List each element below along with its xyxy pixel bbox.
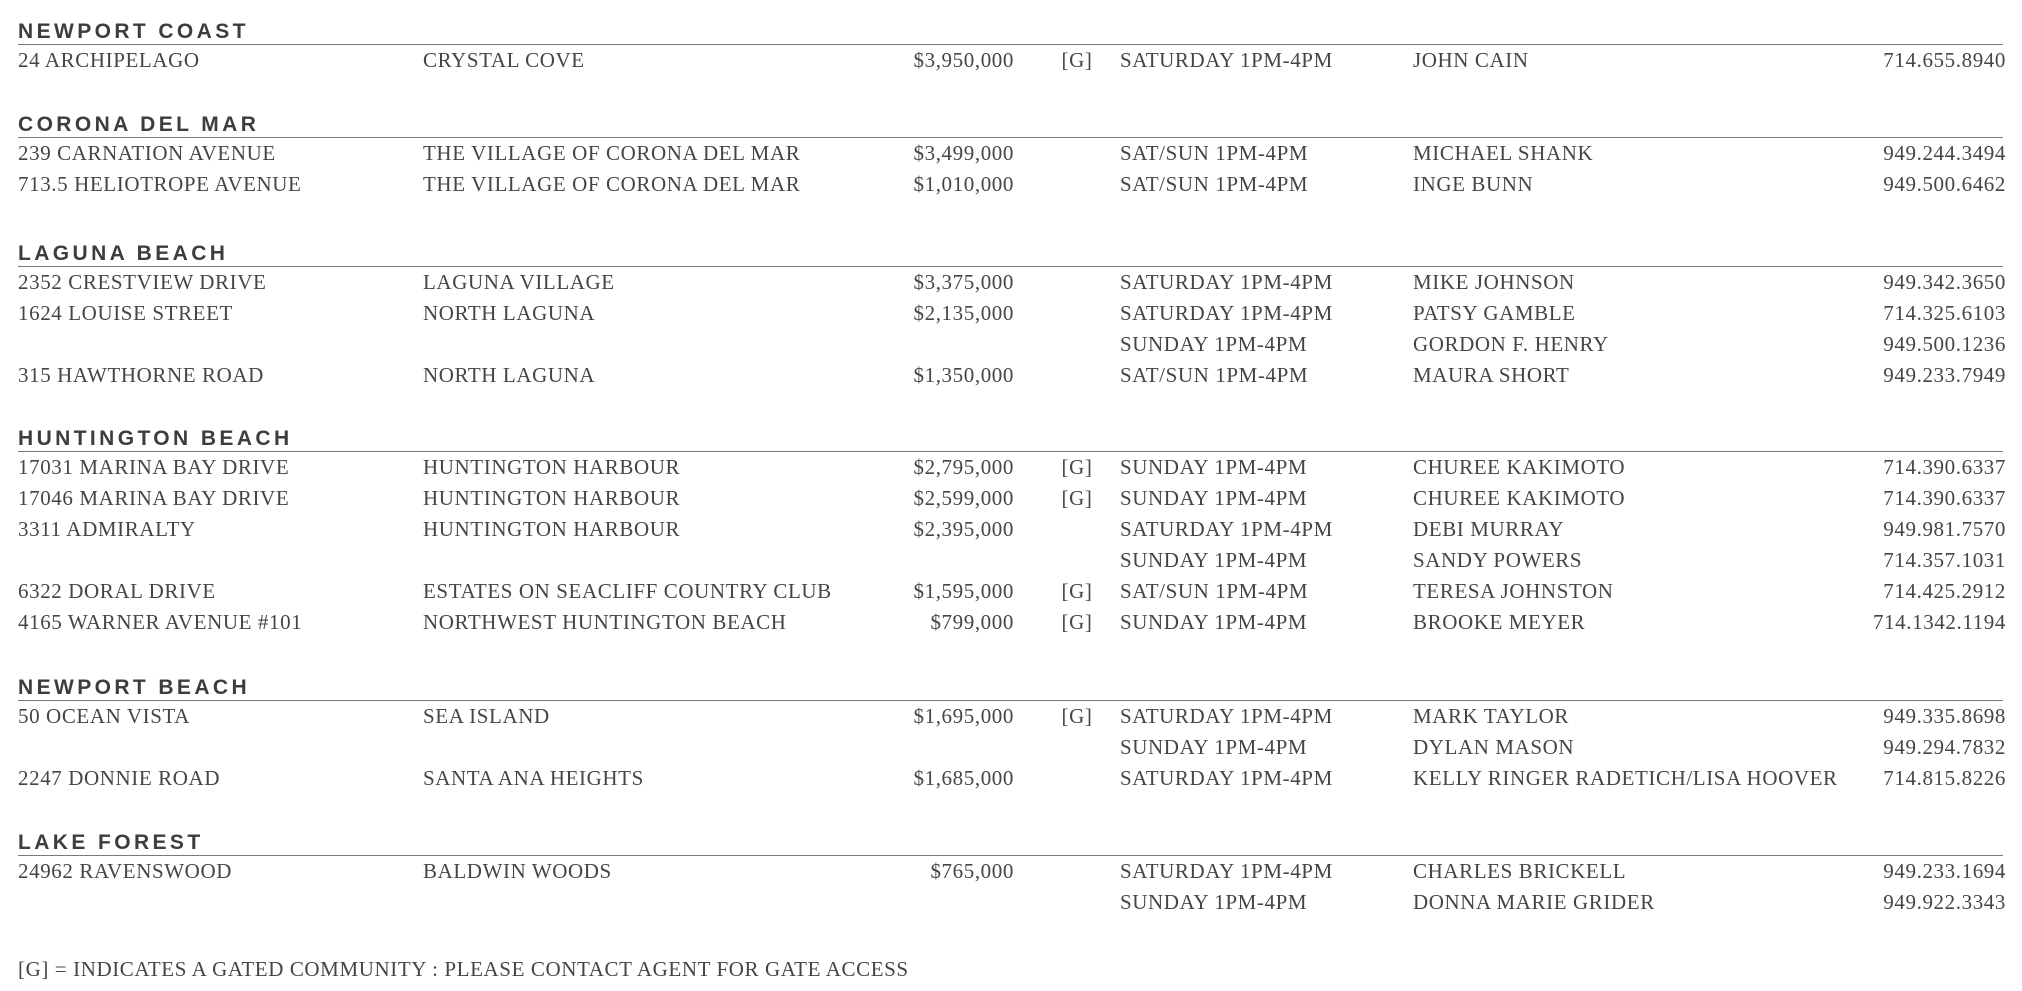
open-house-time: SATURDAY 1PM-4PM [1120, 270, 1333, 294]
agent-phone: 949.342.3650 [1883, 270, 2006, 294]
agent-name: INGE BUNN [1413, 172, 1534, 196]
listing-community: NORTH LAGUNA [423, 301, 596, 325]
section-newport-beach [18, 676, 2006, 794]
listing-row [18, 45, 2006, 76]
agent-name: CHARLES BRICKELL [1413, 859, 1627, 883]
section-title: HUNTINGTON BEACH [18, 427, 293, 450]
listing-price: $799,000 [930, 610, 1014, 634]
listing-community: CRYSTAL COVE [423, 48, 585, 72]
listing-price: $2,599,000 [913, 486, 1014, 510]
agent-name: CHUREE KAKIMOTO [1413, 455, 1626, 479]
gated-indicator: [G] [1061, 48, 1093, 72]
listing-address: 2352 CRESTVIEW DRIVE [18, 270, 267, 294]
listing-address: 1624 LOUISE STREET [18, 301, 233, 325]
listing-price: $3,375,000 [913, 270, 1014, 294]
listing-address: 239 CARNATION AVENUE [18, 141, 276, 165]
agent-phone: 949.294.7832 [1883, 735, 2006, 759]
open-house-time: SAT/SUN 1PM-4PM [1120, 172, 1309, 196]
listing-price: $3,499,000 [913, 141, 1014, 165]
listing-address: 24 ARCHIPELAGO [18, 48, 200, 72]
agent-name: SANDY POWERS [1413, 548, 1583, 572]
listing-price: $2,135,000 [913, 301, 1014, 325]
agent-name: KELLY RINGER RADETICH/LISA HOOVER [1413, 766, 1838, 790]
section-title: NEWPORT COAST [18, 20, 249, 43]
open-house-time: SUNDAY 1PM-4PM [1120, 890, 1308, 914]
open-house-time: SUNDAY 1PM-4PM [1120, 455, 1308, 479]
agent-phone: 949.922.3343 [1883, 890, 2006, 914]
agent-name: DYLAN MASON [1413, 735, 1575, 759]
listing-row [18, 576, 2006, 607]
agent-phone: 949.500.6462 [1883, 172, 2006, 196]
listing-address: 50 OCEAN VISTA [18, 704, 191, 728]
open-house-time: SATURDAY 1PM-4PM [1120, 766, 1333, 790]
listing-community: BALDWIN WOODS [423, 859, 612, 883]
gated-indicator: [G] [1061, 486, 1093, 510]
gated-indicator: [G] [1061, 610, 1093, 634]
listing-price: $765,000 [930, 859, 1014, 883]
section-huntington-beach [18, 427, 2006, 638]
listing-price: $1,695,000 [913, 704, 1014, 728]
agent-phone: 714.655.8940 [1883, 48, 2006, 72]
agent-name: PATSY GAMBLE [1413, 301, 1576, 325]
listing-price: $1,685,000 [913, 766, 1014, 790]
listing-row [18, 763, 2006, 794]
agent-phone: 714.425.2912 [1883, 579, 2006, 603]
listing-community: NORTH LAGUNA [423, 363, 596, 387]
listing-row [18, 169, 2006, 200]
listing-row [18, 138, 2006, 169]
agent-name: BROOKE MEYER [1413, 610, 1586, 634]
agent-phone: 949.244.3494 [1883, 141, 2006, 165]
listing-row [18, 452, 2006, 483]
listing-community: SEA ISLAND [423, 704, 550, 728]
listing-price: $1,595,000 [913, 579, 1014, 603]
gated-indicator: [G] [1061, 455, 1093, 479]
listing-address: 2247 DONNIE ROAD [18, 766, 221, 790]
section-title: LAGUNA BEACH [18, 242, 229, 265]
agent-phone: 714.390.6337 [1883, 455, 2006, 479]
listing-community: THE VILLAGE OF CORONA DEL MAR [423, 172, 801, 196]
open-house-time: SATURDAY 1PM-4PM [1120, 704, 1333, 728]
agent-phone: 714.357.1031 [1883, 548, 2006, 572]
open-house-time: SUNDAY 1PM-4PM [1120, 610, 1308, 634]
section-title: CORONA DEL MAR [18, 113, 260, 136]
gated-indicator: [G] [1061, 579, 1093, 603]
section-title: LAKE FOREST [18, 831, 204, 854]
listing-community: HUNTINGTON HARBOUR [423, 455, 681, 479]
listing-address: 3311 ADMIRALTY [18, 517, 196, 541]
listing-row [18, 298, 2006, 329]
open-house-time: SAT/SUN 1PM-4PM [1120, 141, 1309, 165]
listing-address: 713.5 HELIOTROPE AVENUE [18, 172, 302, 196]
agent-phone: 949.233.1694 [1883, 859, 2006, 883]
agent-name: TERESA JOHNSTON [1413, 579, 1614, 603]
listing-community: NORTHWEST HUNTINGTON BEACH [423, 610, 787, 634]
listing-address: 24962 RAVENSWOOD [18, 859, 232, 883]
gated-community-footnote: [G] = INDICATES A GATED COMMUNITY : PLEASE CONTACT AGENT FOR GATE ACCESS [18, 957, 909, 981]
listing-community: THE VILLAGE OF CORONA DEL MAR [423, 141, 801, 165]
agent-phone: 949.335.8698 [1883, 704, 2006, 728]
agent-name: MIKE JOHNSON [1413, 270, 1575, 294]
agent-name: MICHAEL SHANK [1413, 141, 1594, 165]
agent-name: MAURA SHORT [1413, 363, 1570, 387]
listing-address: 4165 WARNER AVENUE #101 [18, 610, 303, 634]
open-house-time: SATURDAY 1PM-4PM [1120, 517, 1333, 541]
agent-name: JOHN CAIN [1413, 48, 1529, 72]
agent-name: GORDON F. HENRY [1413, 332, 1609, 356]
open-house-time: SATURDAY 1PM-4PM [1120, 48, 1333, 72]
agent-phone: 949.500.1236 [1883, 332, 2006, 356]
listing-row [18, 701, 2006, 732]
listing-row [18, 329, 2006, 360]
open-house-time: SUNDAY 1PM-4PM [1120, 486, 1308, 510]
listing-community: SANTA ANA HEIGHTS [423, 766, 644, 790]
agent-name: DONNA MARIE GRIDER [1413, 890, 1655, 914]
listing-row [18, 856, 2006, 887]
section-lake-forest [18, 831, 2006, 918]
listing-community: LAGUNA VILLAGE [423, 270, 615, 294]
listing-row [18, 483, 2006, 514]
listing-row [18, 514, 2006, 545]
listing-community: HUNTINGTON HARBOUR [423, 486, 681, 510]
listing-row [18, 607, 2006, 638]
listing-address: 6322 DORAL DRIVE [18, 579, 216, 603]
agent-phone: 714.390.6337 [1883, 486, 2006, 510]
open-house-time: SAT/SUN 1PM-4PM [1120, 363, 1309, 387]
agent-phone: 714.1342.1194 [1872, 610, 2006, 634]
listing-row [18, 887, 2006, 918]
section-laguna-beach [18, 242, 2006, 391]
listing-price: $1,350,000 [913, 363, 1014, 387]
open-house-time: SUNDAY 1PM-4PM [1120, 332, 1308, 356]
listing-row [18, 360, 2006, 391]
listing-row [18, 545, 2006, 576]
open-house-time: SUNDAY 1PM-4PM [1120, 735, 1308, 759]
listing-price: $2,795,000 [913, 455, 1014, 479]
listing-community: ESTATES ON SEACLIFF COUNTRY CLUB [423, 579, 832, 603]
agent-phone: 949.981.7570 [1883, 517, 2006, 541]
section-newport-coast [18, 20, 2006, 76]
agent-name: DEBI MURRAY [1413, 517, 1565, 541]
agent-phone: 714.325.6103 [1883, 301, 2006, 325]
listing-address: 315 HAWTHORNE ROAD [18, 363, 264, 387]
open-house-time: SUNDAY 1PM-4PM [1120, 548, 1308, 572]
listing-row [18, 267, 2006, 298]
listing-address: 17031 MARINA BAY DRIVE [18, 455, 290, 479]
listing-price: $3,950,000 [913, 48, 1014, 72]
listing-price: $1,010,000 [913, 172, 1014, 196]
listing-community: HUNTINGTON HARBOUR [423, 517, 681, 541]
listing-row [18, 732, 2006, 763]
agent-name: CHUREE KAKIMOTO [1413, 486, 1626, 510]
agent-name: MARK TAYLOR [1413, 704, 1570, 728]
agent-phone: 949.233.7949 [1883, 363, 2006, 387]
section-corona-del-mar [18, 113, 2006, 200]
listing-price: $2,395,000 [913, 517, 1014, 541]
open-house-time: SATURDAY 1PM-4PM [1120, 859, 1333, 883]
listing-address: 17046 MARINA BAY DRIVE [18, 486, 290, 510]
open-house-time: SATURDAY 1PM-4PM [1120, 301, 1333, 325]
section-title: NEWPORT BEACH [18, 676, 251, 699]
agent-phone: 714.815.8226 [1883, 766, 2006, 790]
open-house-time: SAT/SUN 1PM-4PM [1120, 579, 1309, 603]
gated-indicator: [G] [1061, 704, 1093, 728]
